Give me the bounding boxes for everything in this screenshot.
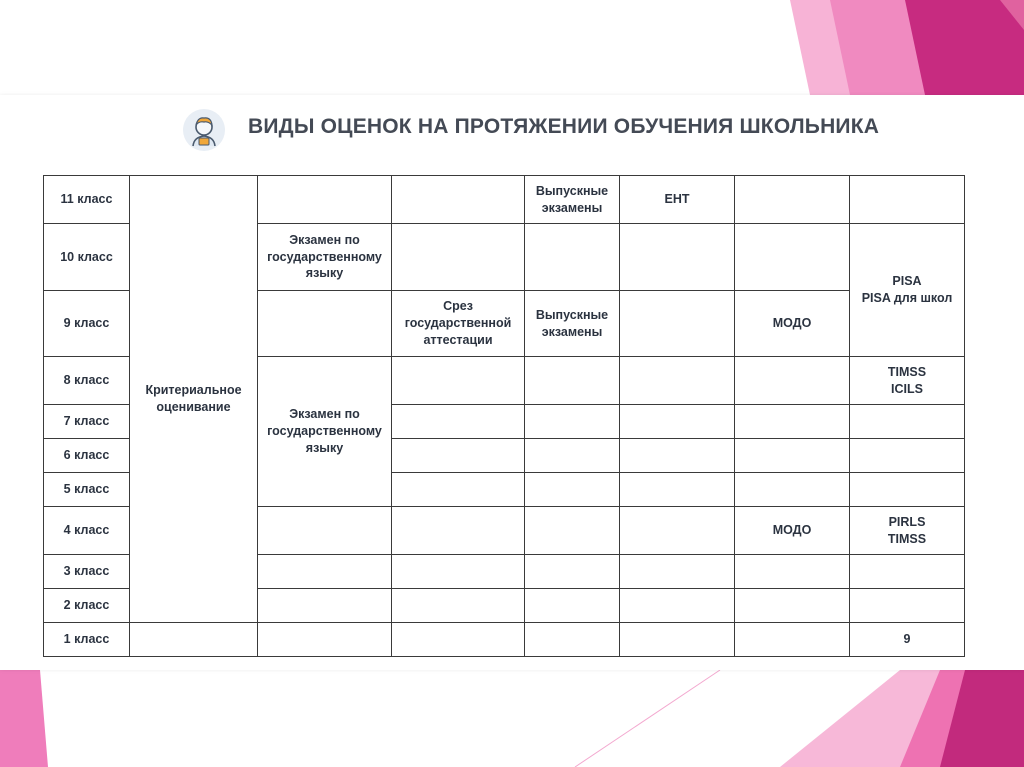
empty-cell: [525, 589, 620, 623]
grade-label: 9 класс: [44, 291, 130, 357]
top-right-magenta-shape: [905, 0, 1024, 95]
empty-cell: [525, 473, 620, 507]
page-title: ВИДЫ ОЦЕНОК НА ПРОТЯЖЕНИИ ОБУЧЕНИЯ ШКОЛЬНИКА: [248, 115, 880, 138]
empty-cell: [525, 357, 620, 405]
grade-label: 2 класс: [44, 589, 130, 623]
empty-cell: [392, 357, 525, 405]
modo-cell: МОДО: [735, 507, 850, 555]
empty-cell: [620, 555, 735, 589]
empty-cell: [620, 473, 735, 507]
empty-cell: [258, 555, 392, 589]
empty-cell: [258, 623, 392, 657]
state-language-exam-cell: Экзамен по государственному языку: [258, 224, 392, 291]
empty-cell: [525, 224, 620, 291]
empty-cell: [392, 623, 525, 657]
grade-label: 1 класс: [44, 623, 130, 657]
timss-icils-cell: TIMSS ICILS: [850, 357, 965, 405]
grade-label: 11 класс: [44, 176, 130, 224]
table-row: [44, 623, 965, 657]
empty-cell: [525, 555, 620, 589]
empty-cell: [620, 291, 735, 357]
grade-label: 8 класс: [44, 357, 130, 405]
empty-cell: [392, 439, 525, 473]
grade-label: 6 класс: [44, 439, 130, 473]
empty-cell: [735, 405, 850, 439]
grade-label: 5 класс: [44, 473, 130, 507]
pirls-timss-cell: PIRLS TIMSS: [850, 507, 965, 555]
empty-cell: [850, 405, 965, 439]
empty-cell: [850, 439, 965, 473]
empty-cell: [525, 623, 620, 657]
assessment-table: [43, 175, 965, 657]
empty-cell: [392, 176, 525, 224]
empty-cell: [392, 224, 525, 291]
bottom-diagonal-line: [575, 670, 720, 767]
grade-label: 4 класс: [44, 507, 130, 555]
empty-cell: [850, 176, 965, 224]
empty-cell: [735, 589, 850, 623]
state-attestation-cell: Срез государственной аттестации: [392, 291, 525, 357]
grade-label: 7 класс: [44, 405, 130, 439]
empty-cell: [130, 623, 258, 657]
empty-cell: [620, 224, 735, 291]
empty-cell: [525, 439, 620, 473]
empty-cell: [258, 176, 392, 224]
empty-cell: [850, 589, 965, 623]
grade-label: 3 класс: [44, 555, 130, 589]
page-number: 9: [850, 623, 965, 657]
empty-cell: [850, 473, 965, 507]
empty-cell: [392, 589, 525, 623]
empty-cell: [620, 589, 735, 623]
empty-cell: [735, 357, 850, 405]
empty-cell: [392, 555, 525, 589]
pisa-cell: PISA PISA для школ: [850, 224, 965, 357]
empty-cell: [392, 473, 525, 507]
empty-cell: [735, 224, 850, 291]
criterion-assessment-cell: Критериальное оценивание: [130, 176, 258, 623]
empty-cell: [620, 623, 735, 657]
table-row: [44, 176, 965, 224]
empty-cell: [620, 405, 735, 439]
empty-cell: [392, 405, 525, 439]
empty-cell: [735, 473, 850, 507]
empty-cell: [258, 291, 392, 357]
empty-cell: [735, 439, 850, 473]
empty-cell: [735, 555, 850, 589]
state-language-exam-cell: Экзамен по государственному языку: [258, 357, 392, 507]
empty-cell: [525, 405, 620, 439]
empty-cell: [850, 555, 965, 589]
modo-cell: МОДО: [735, 291, 850, 357]
empty-cell: [735, 623, 850, 657]
student-avatar-icon: [182, 108, 226, 152]
empty-cell: [620, 507, 735, 555]
empty-cell: [392, 507, 525, 555]
empty-cell: [620, 439, 735, 473]
empty-cell: [258, 589, 392, 623]
graduation-exams-cell: Выпускные экзамены: [525, 291, 620, 357]
empty-cell: [620, 357, 735, 405]
empty-cell: [258, 507, 392, 555]
ent-cell: ЕНТ: [620, 176, 735, 224]
empty-cell: [735, 176, 850, 224]
bottom-left-pink-shape: [0, 670, 48, 767]
grade-label: 10 класс: [44, 224, 130, 291]
graduation-exams-cell: Выпускные экзамены: [525, 176, 620, 224]
empty-cell: [525, 507, 620, 555]
